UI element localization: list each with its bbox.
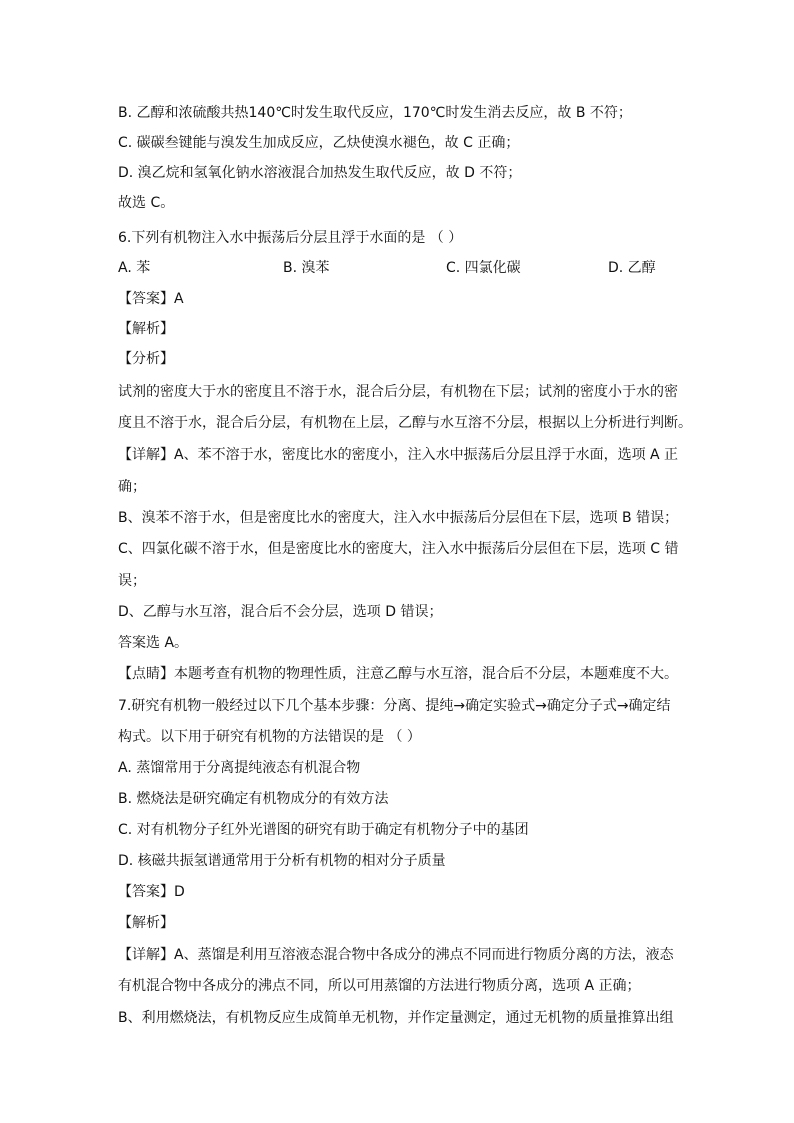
q6-comment: 【点睛】本题考查有机物的物理性质，注意乙醇与水互溶，混合后不分层，本题难度不大。	[118, 666, 678, 682]
q6-fenxi-line-2: 度且不溶于水，混合后分层，有机物在上层，乙醇与水互溶不分层，根据以上分析进行判断。	[118, 415, 692, 431]
q7-stem-line-1: 7.研究有机物一般经过以下几个基本步骤：分离、提纯→确定实验式→确定分子式→确定结	[118, 698, 671, 714]
q7-detail-b-1: B、利用燃烧法，有机物反应生成简单无机物，并作定量测定，通过无机物的质量推算出组	[118, 1010, 674, 1026]
q6-detail-c-1: C、四氯化碳不溶于水，但是密度比水的密度大，注入水中振荡后分层但在下层，选项 C 错	[118, 541, 679, 557]
q6-option-d: D. 乙醇	[608, 260, 656, 276]
q6-detail-d: D、乙醇与水互溶，混合后不会分层，选项 D 错误；	[118, 604, 443, 620]
q6-detail-c-2: 误；	[118, 573, 146, 589]
q7-detail-a-2: 有机混合物中各成分的沸点不同，所以可用蒸馏的方法进行物质分离，选项 A 正确；	[118, 978, 641, 994]
q6-option-c: C. 四氯化碳	[446, 260, 521, 276]
q6-analysis-heading: 【解析】	[118, 321, 174, 337]
q6-detail-a-1: 【详解】A、苯不溶于水，密度比水的密度小，注入水中振荡后分层且浮于水面，选项 A 正	[118, 447, 679, 463]
q6-fenxi-heading: 【分析】	[118, 351, 174, 367]
q6-answer: 【答案】A	[118, 291, 184, 307]
q6-fenxi-line-1: 试剂的密度大于水的密度且不溶于水，混合后分层，有机物在下层；试剂的密度小于水的密	[118, 384, 678, 400]
q6-detail-a-2: 确；	[118, 479, 146, 495]
q6-option-a: A. 苯	[118, 260, 151, 276]
q5-explanation-b: B. 乙醇和浓硫酸共热140℃时发生取代反应，170℃时发生消去反应，故 B 不符；	[118, 105, 632, 121]
q7-detail-a-1: 【详解】A、蒸馏是利用互溶液态混合物中各成分的沸点不同而进行物质分离的方法，液态	[118, 947, 674, 963]
q7-option-a: A. 蒸馏常用于分离提纯液态有机混合物	[118, 760, 361, 776]
q7-stem-line-2: 构式。以下用于研究有机物的方法错误的是 （ ）	[118, 729, 421, 745]
q5-conclusion: 故选 C。	[118, 195, 175, 211]
q7-analysis-heading: 【解析】	[118, 915, 174, 931]
q7-option-d: D. 核磁共振氢谱通常用于分析有机物的相对分子质量	[118, 853, 446, 869]
q6-detail-b: B、溴苯不溶于水，但是密度比水的密度大，注入水中振荡后分层但在下层，选项 B 错误；	[118, 510, 679, 526]
q5-explanation-d: D. 溴乙烷和氢氧化钠水溶液混合加热发生取代反应，故 D 不符；	[118, 165, 522, 181]
q7-option-b: B. 燃烧法是研究确定有机物成分的有效方法	[118, 791, 389, 807]
q7-answer: 【答案】D	[118, 884, 185, 900]
q6-option-b: B. 溴苯	[283, 260, 330, 276]
q6-stem: 6.下列有机物注入水中振荡后分层且浮于水面的是 （ ）	[118, 230, 463, 246]
q5-explanation-c: C. 碳碳叁键能与溴发生加成反应，乙炔使溴水褪色，故 C 正确；	[118, 135, 520, 151]
q7-option-c: C. 对有机物分子红外光谱图的研究有助于确定有机物分子中的基团	[118, 822, 529, 838]
q6-conclusion: 答案选 A。	[118, 635, 189, 651]
